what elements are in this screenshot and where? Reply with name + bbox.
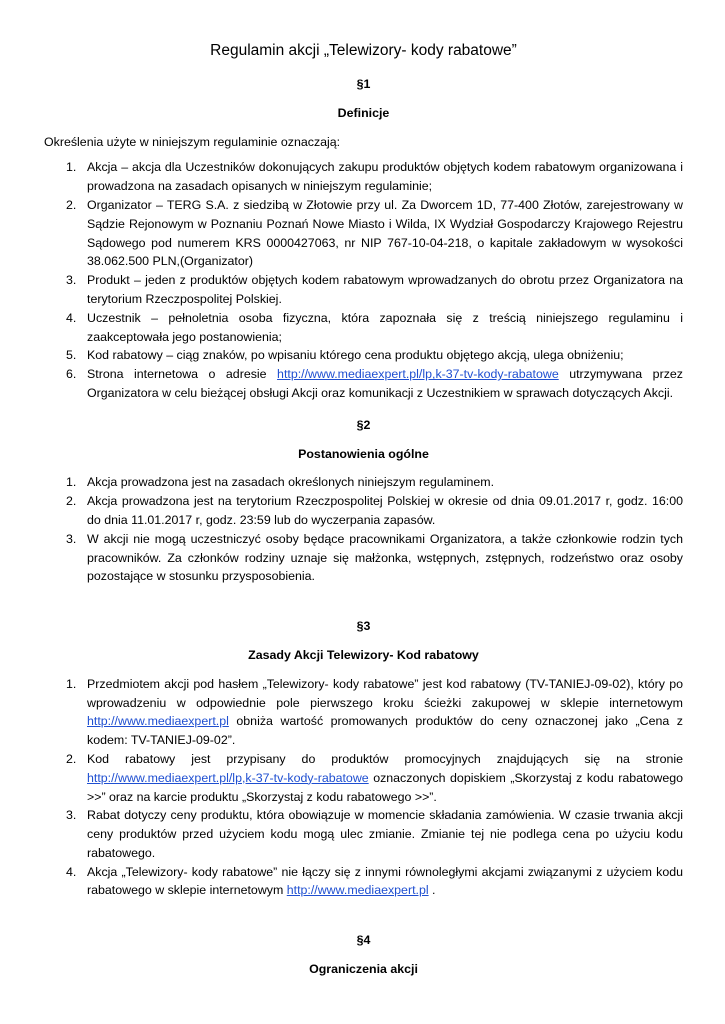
section-1-heading: Definicje — [337, 105, 390, 120]
section-3-number: §3 — [356, 619, 371, 634]
list-item: 1. Przedmiotem akcji pod hasłem „Telewizory- kody rabatowe” jest kod rabatowy (TV-TANIEJ-09-02), który po wprowadzeniu w odpowiednie pole pierwszego kroku ścieżki zakupowej w sklepie internetowym http://www.mediaexpert.pl obniża wartość promowanych produktów do ceny oznaczonej jako „Cena z kodem: TV-TANIEJ-09-02”. — [66, 676, 683, 748]
list-item: 2. Kod rabatowy jest przypisany do produktów promocyjnych znajdujących się na stronie http://www.mediaexpert.pl/lp,k-37-tv-kody-rabatowe oznaczonych dopiskiem „Skorzystaj z kodu rabatowego >>” oraz na karcie produktu „Skorzystaj z kodu rabatowego >>”. — [66, 751, 683, 804]
section-4-heading: Ograniczenia akcji — [309, 962, 418, 977]
section-3-heading: Zasady Akcji Telewizory- Kod rabatowy — [248, 647, 479, 662]
mediaexpert-promo-link[interactable]: http://www.mediaexpert.pl/lp,k-37-tv-kody-rabatowe — [277, 367, 559, 382]
section-1-number: §1 — [356, 77, 371, 91]
list-item: 5. Kod rabatowy – ciąg znaków, po wpisaniu którego cena produktu objętego akcją, ulega obniżeniu; — [66, 348, 624, 363]
section-2-number: §2 — [356, 417, 371, 432]
list-item: 3. Produkt – jeden z produktów objętych kodem rabatowym wprowadzanych do obrotu przez Organizatora na terytorium Rzeczpospolitej Polskiej. — [66, 273, 683, 306]
section-2-heading: Postanowienia ogólne — [298, 446, 429, 461]
list-item: 4. Uczestnik – pełnoletnia osoba fizyczna, która zapoznała się z treścią niniejszego regulaminu i zaakceptowała jego postanowienia; — [66, 310, 683, 344]
list-item: 6. Strona internetowa o adresie http://www.mediaexpert.pl/lp,k-37-tv-kody-rabatowe utrzymywana przez Organizatora w celu bieżącej obsługi Akcji oraz komunikacji z Uczestnikiem w sprawach dotyczących Akcji. — [66, 367, 683, 400]
list-item: 2. Organizator – TERG S.A. z siedzibą w Złotowie przy ul. Za Dworcem 1D, 77-400 Złotów, zarejestrowany w Sądzie Rejonowym w Poznaniu Poznań Nowe Miasto i Wilda, IX Wydział Gospodarczy Krajowego Rejestru Sądowego pod numerem KRS 0000427063, nr NIP 767-10-04-218, o kapitale zakładowym w wysokości 38.062.500 PLN,(Organizator) — [66, 197, 683, 269]
document-title: Regulamin akcji „Telewizory- kody rabatowe” — [210, 42, 517, 59]
list-item: 4. Akcja „Telewizory- kody rabatowe” nie łączy się z innymi równoległymi akcjami związanymi z użyciem kodu rabatowego w sklepie internetowym http://www.mediaexpert.pl . — [66, 864, 683, 898]
section-2-list — [44, 473, 683, 586]
section-1-list — [44, 158, 683, 402]
list-item: 1. Akcja prowadzona jest na zasadach określonych niniejszym regulaminem. — [66, 475, 495, 490]
mediaexpert-home-link[interactable]: http://www.mediaexpert.pl — [286, 883, 429, 898]
section-1-intro: Określenia użyte w niniejszym regulaminie oznaczają: — [44, 134, 341, 149]
list-item: 1. Akcja – akcja dla Uczestników dokonujących zakupu produktów objętych kodem rabatowym organizowana i prowadzona na zasadach opisanych w niniejszym regulaminie; — [66, 160, 683, 194]
mediaexpert-home-link[interactable]: http://www.mediaexpert.pl — [87, 714, 229, 729]
list-item: 3. W akcji nie mogą uczestniczyć osoby będące pracownikami Organizatora, a także członkowie rodzin tych pracowników. Za członków rodziny uznaje się małżonka, wstępnych, zstępnych, rodzeństwo oraz osoby pozostające w stosunku przysposobienia. — [66, 531, 683, 584]
section-4-number: §4 — [356, 933, 371, 948]
section-3-list — [44, 675, 683, 901]
list-item: 2. Akcja prowadzona jest na terytorium Rzeczpospolitej Polskiej w okresie od dnia 09.01.2017 r, godz. 16:00 do dnia 11.01.2017 r, godz. 23:59 lub do wyczerpania zapasów. — [66, 494, 683, 527]
list-item: 3. Rabat dotyczy ceny produktu, która obowiązuje w momencie składania zamówienia. W czasie trwania akcji ceny produktów przed użyciem kodu mogą ulec zmianie. Zmianie tej nie podlega cena po użyciu kodu rabatowego. — [66, 808, 683, 860]
mediaexpert-promo-link[interactable]: http://www.mediaexpert.pl/lp,k-37-tv-kody-rabatowe — [87, 770, 369, 785]
